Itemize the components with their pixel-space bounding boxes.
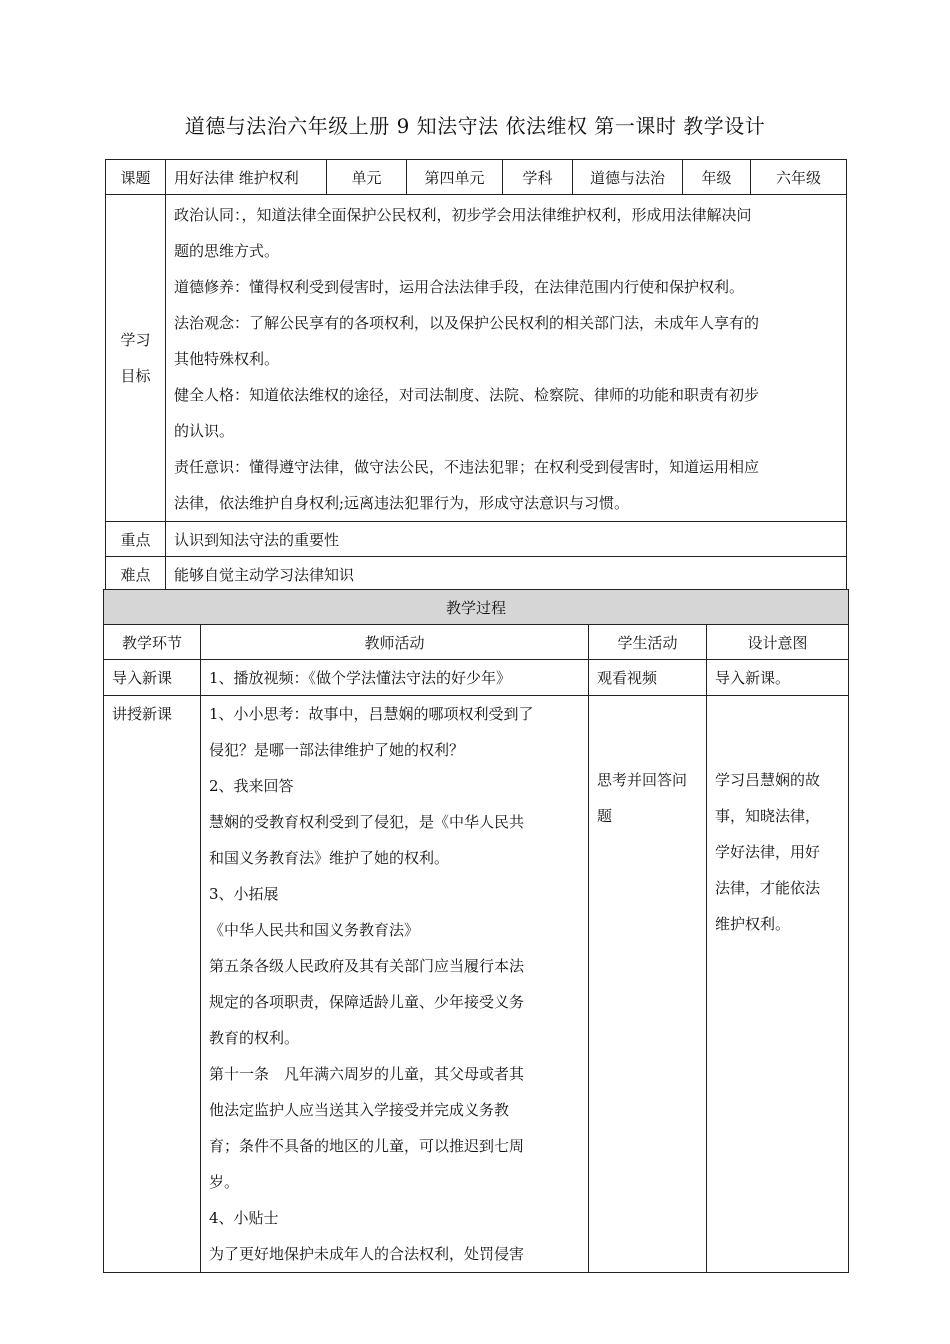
teacher-line: 侵犯？是哪一部法律维护了她的权利？ <box>209 741 465 759</box>
goal-line: 法治观念：了解公民享有的各项权利，以及保护公民权利的相关部门法，未成年人享有的 <box>174 314 760 332</box>
intro-row <box>104 660 849 696</box>
student-line: 题 <box>597 807 613 825</box>
grade-value: 六年级 <box>751 160 847 195</box>
intro-stage: 导入新课 <box>104 660 201 696</box>
teacher-line: 为了更好地保护未成年人的合法权利，处罚侵害 <box>209 1245 525 1263</box>
goal-line: 道德修养：懂得权利受到侵害时，运用合法法律手段，在法律范围内行使和保护权利。 <box>174 278 745 296</box>
goals-label <box>106 195 166 522</box>
info-table <box>105 159 847 592</box>
teacher-line: 1、小小思考：故事中，吕慧娴的哪项权利受到了 <box>209 705 534 723</box>
process-title-row <box>104 590 849 625</box>
intent-line: 学习吕慧娴的故 <box>715 771 821 789</box>
subject-label: 学科 <box>503 160 573 195</box>
topic-value: 用好法律 维护权利 <box>166 160 327 195</box>
info-row <box>106 160 847 195</box>
lecture-stage: 讲授新课 <box>104 696 201 1273</box>
unit-label: 单元 <box>327 160 407 195</box>
unit-value: 第四单元 <box>407 160 503 195</box>
key-point-text: 认识到知法守法的重要性 <box>166 522 847 557</box>
difficulty-row <box>106 557 847 592</box>
goals-content <box>166 195 847 522</box>
teacher-line: 4、小贴士 <box>209 1209 279 1227</box>
intent-line: 学好法律，用好 <box>715 843 821 861</box>
subject-value: 道德与法治 <box>573 160 683 195</box>
goal-line: 的认识。 <box>174 422 235 440</box>
lecture-student <box>589 696 707 1273</box>
goal-line: 健全人格：知道依法维权的途径，对司法制度、法院、检察院、律师的功能和职责有初步 <box>174 386 760 404</box>
process-title: 教学过程 <box>104 590 849 625</box>
goal-line: 其他特殊权利。 <box>174 350 280 368</box>
topic-label: 课题 <box>106 160 166 195</box>
key-point-label: 重点 <box>106 522 166 557</box>
intent-line: 维护权利。 <box>715 915 791 933</box>
intent-line: 法律，才能依法 <box>715 879 821 897</box>
teacher-line: 育；条件不具备的地区的儿童，可以推迟到七周 <box>209 1137 525 1155</box>
goals-label-1: 学习 <box>120 331 151 349</box>
intent-line: 事，知晓法律， <box>715 807 821 825</box>
lecture-teacher <box>201 696 589 1273</box>
teacher-line: 慧娴的受教育权利受到了侵犯，是《中华人民共 <box>209 813 525 831</box>
teacher-line: 2、我来回答 <box>209 777 294 795</box>
teacher-line: 第十一条 凡年满六周岁的儿童，其父母或者其 <box>209 1065 525 1083</box>
goals-label-2: 目标 <box>120 367 151 385</box>
lecture-intent <box>707 696 849 1273</box>
intro-student: 观看视频 <box>589 660 707 696</box>
process-header-row <box>104 625 849 660</box>
teacher-line: 《中华人民共和国义务教育法》 <box>209 921 420 939</box>
difficulty-label: 难点 <box>106 557 166 592</box>
goal-line: 法律，依法维护自身权利;远离违法犯罪行为，形成守法意识与习惯。 <box>174 494 630 512</box>
teacher-line: 和国义务教育法》维护了她的权利。 <box>209 849 450 867</box>
teacher-line: 他法定监护人应当送其入学接受并完成义务教 <box>209 1101 510 1119</box>
header-student: 学生活动 <box>589 625 707 660</box>
process-table <box>103 589 849 1273</box>
teacher-line: 3、小拓展 <box>209 885 279 903</box>
key-point-row <box>106 522 847 557</box>
intro-intent: 导入新课。 <box>707 660 849 696</box>
teacher-line: 教育的权利。 <box>209 1029 300 1047</box>
teacher-line: 岁。 <box>209 1173 240 1191</box>
goal-line: 责任意识：懂得遵守法律，做守法公民，不违法犯罪；在权利受到侵害时，知道运用相应 <box>174 458 760 476</box>
lecture-row <box>104 696 849 1273</box>
student-line: 思考并回答问 <box>597 771 688 789</box>
difficulty-text: 能够自觉主动学习法律知识 <box>166 557 847 592</box>
teacher-line: 规定的各项职责，保障适龄儿童、少年接受义务 <box>209 993 525 1011</box>
header-stage: 教学环节 <box>104 625 201 660</box>
goal-line: 题的思维方式。 <box>174 242 280 260</box>
intro-teacher: 1、播放视频：《做个学法懂法守法的好少年》 <box>201 660 589 696</box>
goal-line: 政治认同：，知道法律全面保护公民权利，初步学会用法律维护权利，形成用法律解决问 <box>174 206 752 224</box>
header-intent: 设计意图 <box>707 625 849 660</box>
header-teacher: 教师活动 <box>201 625 589 660</box>
grade-label: 年级 <box>683 160 751 195</box>
page-title: 道德与法治六年级上册 9 知法守法 依法维权 第一课时 教学设计 <box>184 114 766 138</box>
goals-row <box>106 195 847 522</box>
teacher-line: 第五条各级人民政府及其有关部门应当履行本法 <box>209 957 525 975</box>
